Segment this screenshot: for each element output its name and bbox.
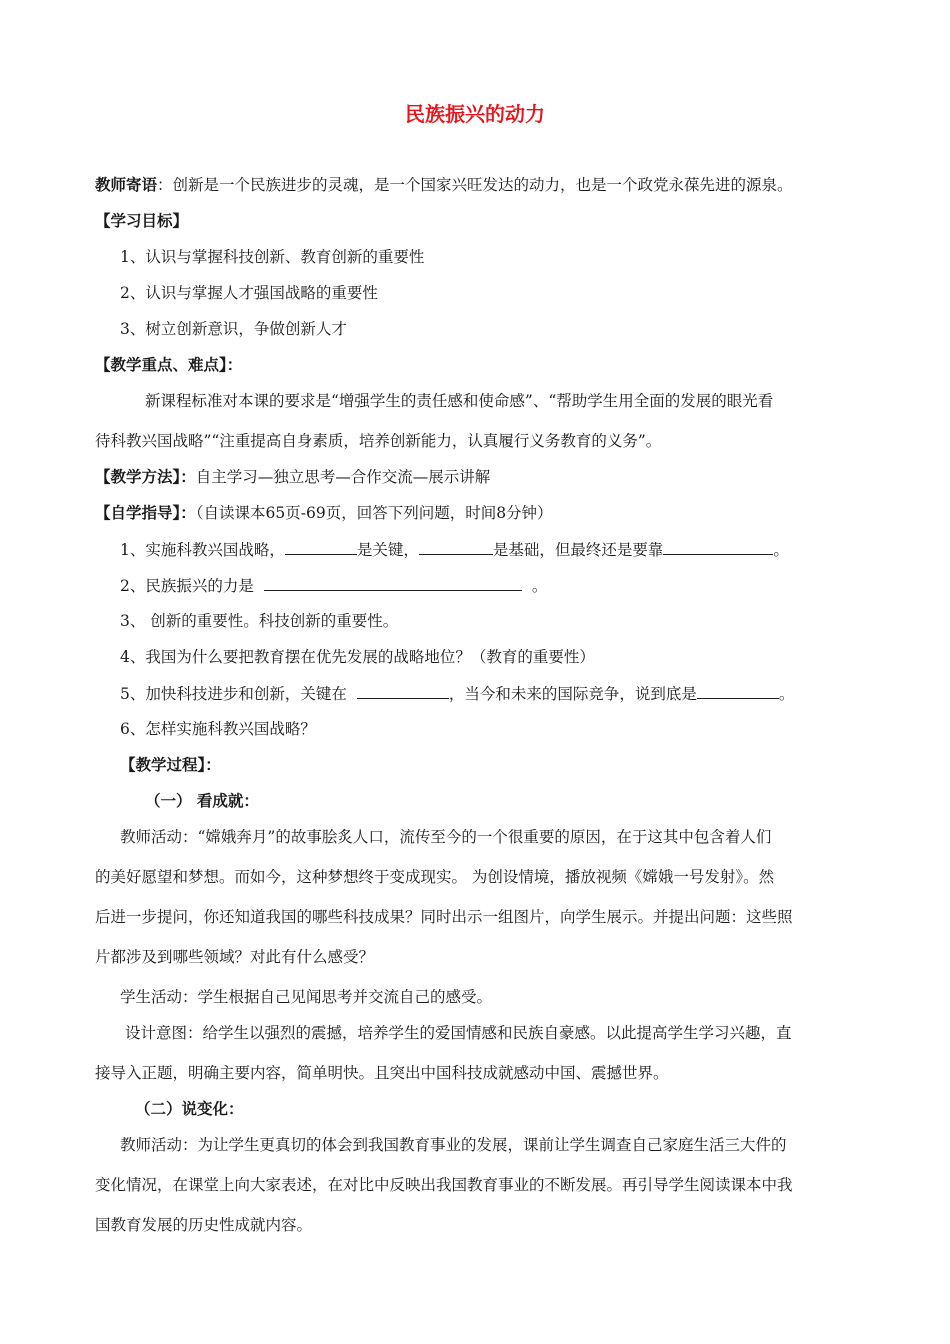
answer-blank [419, 539, 493, 555]
question-text: 。 [531, 577, 548, 595]
self-study-line [95, 503, 553, 523]
question-text: 5、加快科技进步和创新，关键在 [120, 685, 347, 703]
key-points-line: 新课程标准对本课的要求是“增强学生的责任感和使命感”、“帮助学生用全面的发展的眼光看 [145, 392, 774, 410]
part2-heading: （二）说变化： [135, 1100, 244, 1118]
teacher-message-text: ：创新是一个民族进步的灵魂，是一个国家兴旺发达的动力，也是一个政党永葆先进的源泉。 [157, 176, 793, 194]
answer-blank [285, 539, 357, 555]
part1-teacher-line: 教师活动：“嫦娥奔月”的故事脍炙人口，流传至今的一个很重要的原因，在于这其中包含着人们 [120, 828, 772, 846]
question-2 [120, 575, 547, 596]
part1-heading: （一） 看成就： [145, 792, 259, 810]
answer-blank [357, 683, 449, 699]
teacher-message-label: 教师寄语 [95, 176, 158, 194]
question-1 [120, 539, 789, 560]
question-text: ，当今和未来的国际竞争，说到底是 [448, 685, 697, 703]
question-3: 3、 创新的重要性。科技创新的重要性。 [120, 612, 399, 630]
question-text: 1、实施科教兴国战略， [120, 541, 285, 559]
answer-blank [264, 575, 522, 591]
question-4: 4、我国为什么要把教育摆在优先发展的战略地位？（教育的重要性） [120, 648, 595, 666]
part2-teacher-line: 教师活动：为让学生更真切的体会到我国教育事业的发展，课前让学生调查自己家庭生活三大件的 [120, 1136, 787, 1154]
answer-blank [663, 539, 773, 555]
question-text: 。 [773, 541, 789, 559]
self-study-note: （自读课本65页-69页，回答下列问题，时间8分钟） [195, 504, 553, 522]
process-heading: 【教学过程】： [120, 756, 221, 774]
question-6: 6、怎样实施科教兴国战略？ [120, 720, 316, 738]
part1-teacher-line: 片都涉及到哪些领域？对此有什么感受？ [95, 948, 375, 966]
question-text: 是关键， [356, 541, 419, 559]
part1-design-line: 设计意图：给学生以强烈的震撼，培养学生的爱国情感和民族自豪感。以此提高学生学习兴趣，直 [125, 1024, 792, 1042]
question-text: 是基础，但最终还是要靠 [492, 541, 664, 559]
key-points-line: 待科教兴国战略”“注重提高自身素质，培养创新能力，认真履行义务教育的义务”。 [95, 432, 662, 450]
part2-teacher-line: 变化情况，在课堂上向大家表述，在对比中反映出我国教育事业的不断发展。再引导学生阅读课本中我 [95, 1176, 793, 1194]
objectives-heading: 【学习目标】 [95, 212, 189, 230]
question-5 [120, 683, 794, 704]
part1-teacher-line: 后进一步提问，你还知道我国的哪些科技成果？同时出示一组图片，向学生展示。并提出问题：这些照 [95, 908, 793, 926]
part1-design-line: 接导入正题，明确主要内容，简单明快。且突出中国科技成就感动中国、震撼世界。 [95, 1064, 669, 1082]
objective-item: 3、树立创新意识，争做创新人才 [120, 320, 347, 338]
part1-teacher-line: 的美好愿望和梦想。而如今，这种梦想终于变成现实。 为创设情境，播放视频《嫦娥一号发射》。然 [95, 868, 775, 886]
answer-blank [697, 683, 779, 699]
part2-teacher-line: 国教育发展的历史性成就内容。 [95, 1216, 313, 1234]
key-points-heading: 【教学重点、难点】： [95, 356, 243, 374]
teacher-message [95, 175, 793, 195]
document-title: 民族振兴的动力 [405, 102, 545, 126]
method-text: 自主学习—独立思考—合作交流—展示讲解 [195, 468, 491, 486]
objective-item: 2、认识与掌握人才强国战略的重要性 [120, 284, 378, 302]
self-study-heading: 【自学指导】： [95, 504, 196, 522]
objective-item: 1、认识与掌握科技创新、教育创新的重要性 [120, 248, 425, 266]
question-text: 。 [778, 685, 795, 703]
part1-student-line: 学生活动：学生根据自己见闻思考并交流自己的感受。 [120, 988, 493, 1006]
method-heading: 【教学方法】： [95, 468, 196, 486]
method-line [95, 467, 490, 487]
question-text: 2、民族振兴的力是 [120, 577, 254, 595]
